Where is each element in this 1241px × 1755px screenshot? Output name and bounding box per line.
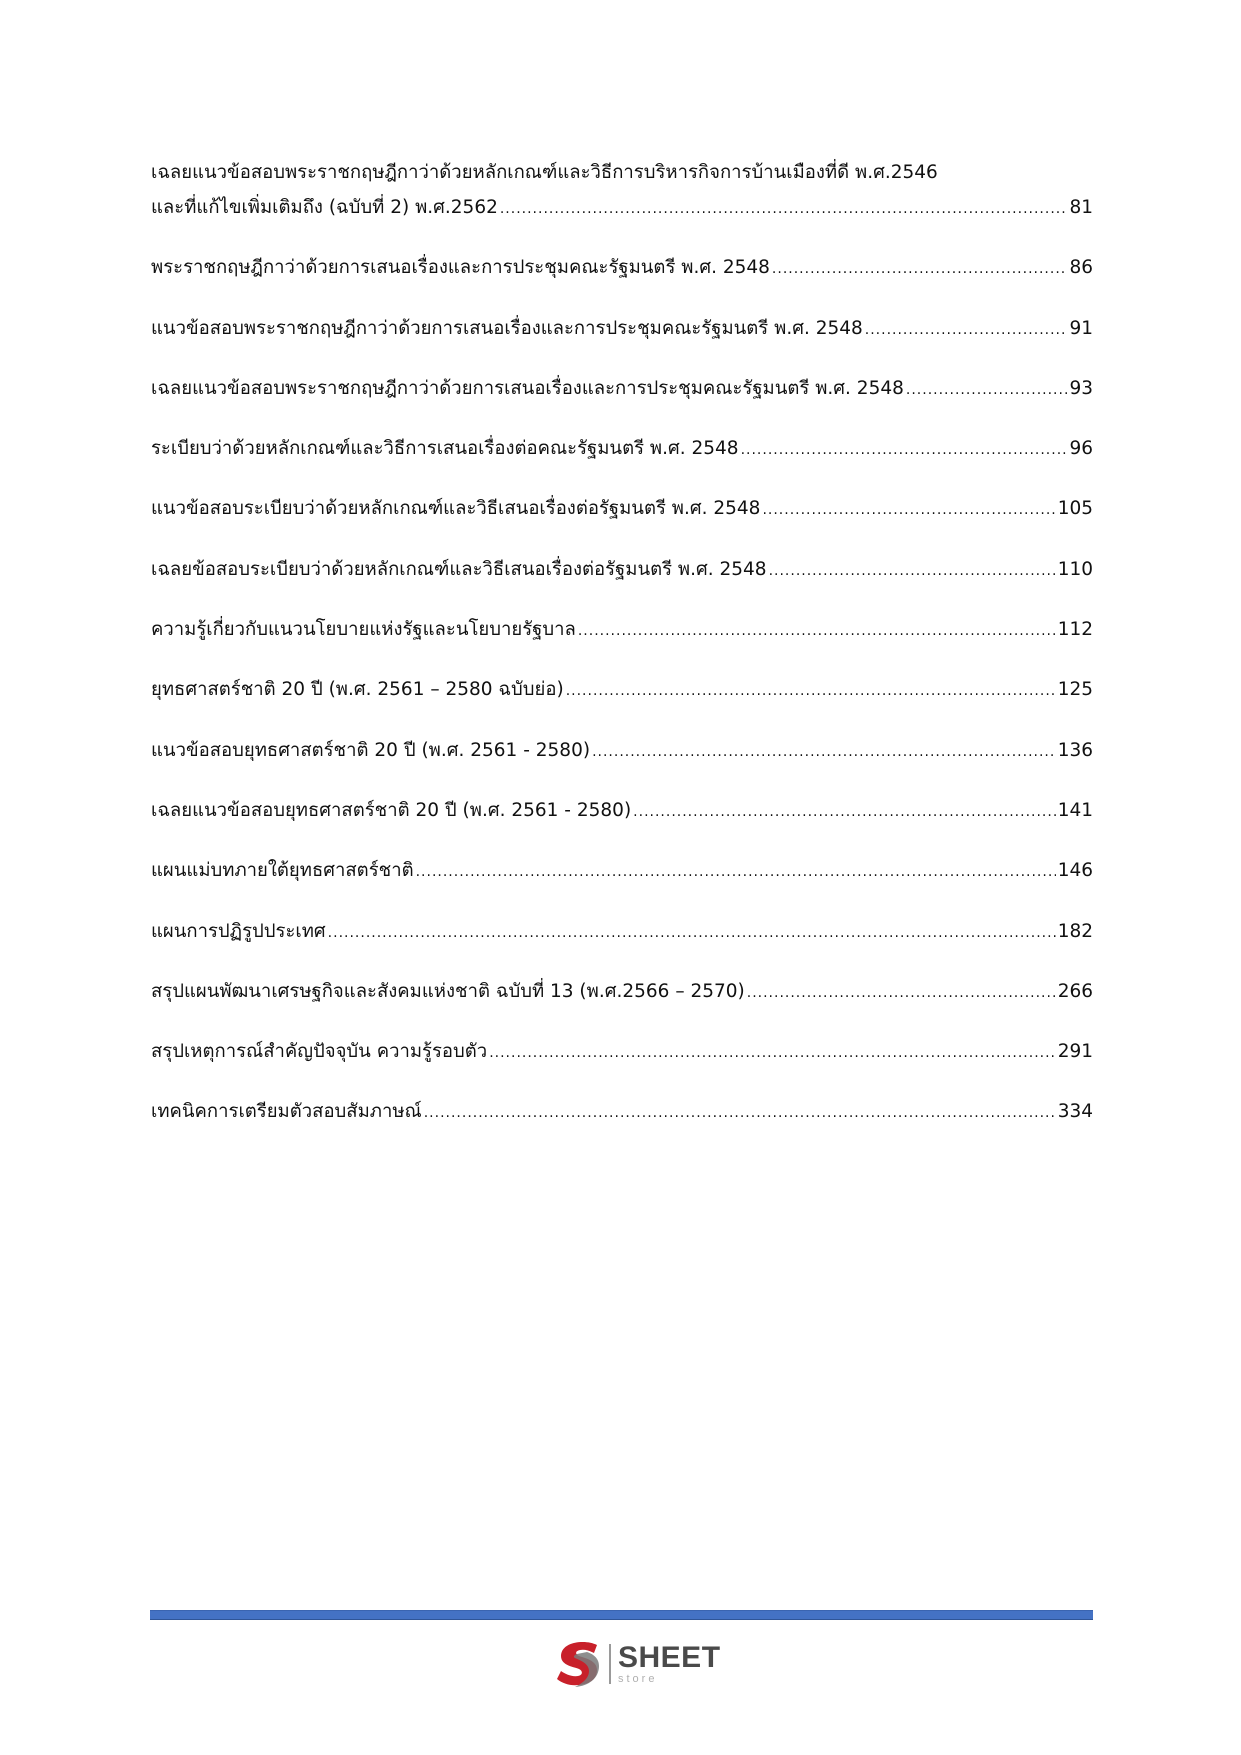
toc-entry[interactable] — [151, 979, 1093, 1004]
logo-sub: store — [618, 1673, 658, 1685]
toc-entry[interactable] — [151, 858, 1093, 883]
toc-entry-title: แนวข้อสอบระเบียบว่าด้วยหลักเกณฑ์และวิธีเสนอเรื่องต่อรัฐมนตรี พ.ศ. 2548 — [151, 498, 761, 520]
toc-entry-page: 334 — [1057, 1101, 1093, 1123]
dot-leader — [747, 982, 1056, 1004]
dot-leader — [328, 922, 1056, 944]
dot-leader — [578, 620, 1056, 642]
toc-entry-page: 110 — [1057, 558, 1093, 580]
toc-entry-title: ยุทธศาสตร์ชาติ 20 ปี (พ.ศ. 2561 – 2580 ฉบับย่อ) — [151, 679, 564, 701]
toc-entry[interactable] — [151, 677, 1093, 702]
toc-entry[interactable] — [151, 557, 1093, 582]
toc-entry-title: เฉลยแนวข้อสอบพระราชกฤษฎีกาว่าด้วยการเสนอเรื่องและการประชุมคณะรัฐมนตรี พ.ศ. 2548 — [151, 377, 904, 399]
toc-entry[interactable] — [151, 436, 1093, 461]
toc-entry[interactable] — [151, 316, 1093, 341]
toc-entry-page: 141 — [1057, 799, 1093, 821]
toc-entry-title: เฉลยข้อสอบระเบียบว่าด้วยหลักเกณฑ์และวิธีเสนอเรื่องต่อรัฐมนตรี พ.ศ. 2548 — [151, 558, 767, 580]
toc-entry[interactable] — [151, 617, 1093, 642]
dot-leader — [416, 861, 1056, 883]
logo-word: SHEET — [618, 1641, 721, 1674]
toc-entry-title: แผนการปฏิรูปประเทศ — [151, 920, 326, 942]
logo-wordmark — [618, 1643, 721, 1685]
table-of-contents — [151, 160, 1093, 1160]
toc-entry-title: ความรู้เกี่ยวกับแนวนโยบายแห่งรัฐและนโยบายรัฐบาล — [151, 619, 576, 641]
dot-leader — [424, 1102, 1056, 1124]
toc-entry-title: และที่แก้ไขเพิ่มเติมถึง (ฉบับที่ 2) พ.ศ.2562 — [151, 197, 498, 218]
dot-leader — [500, 198, 1068, 220]
toc-entry-page: 136 — [1057, 739, 1093, 761]
logo-divider — [609, 1644, 611, 1684]
dot-leader — [741, 439, 1068, 461]
toc-entry[interactable] — [151, 1039, 1093, 1064]
toc-entry-page: 125 — [1057, 679, 1093, 701]
toc-entry[interactable] — [151, 255, 1093, 280]
toc-entry-title: แนวข้อสอบยุทธศาสตร์ชาติ 20 ปี (พ.ศ. 2561 - 2580) — [151, 739, 591, 761]
dot-leader — [633, 801, 1056, 823]
toc-entry-title: แนวข้อสอบพระราชกฤษฎีกาว่าด้วยการเสนอเรื่องและการประชุมคณะรัฐมนตรี พ.ศ. 2548 — [151, 317, 863, 339]
toc-entry-page: 146 — [1057, 860, 1093, 882]
dot-leader — [769, 560, 1056, 582]
toc-entry[interactable] — [151, 160, 1093, 220]
sheet-store-logo — [553, 1636, 733, 1692]
toc-entry-page: 81 — [1069, 197, 1093, 218]
toc-entry[interactable] — [151, 919, 1093, 944]
toc-entry-page: 266 — [1057, 980, 1093, 1002]
toc-entry[interactable] — [151, 1099, 1093, 1124]
toc-entry-title: พระราชกฤษฎีกาว่าด้วยการเสนอเรื่องและการประชุมคณะรัฐมนตรี พ.ศ. 2548 — [151, 257, 770, 279]
toc-entry[interactable] — [151, 798, 1093, 823]
toc-entry-title: สรุปเหตุการณ์สำคัญปัจจุบัน ความรู้รอบตัว — [151, 1041, 488, 1063]
toc-entry-page: 91 — [1069, 317, 1093, 339]
toc-entry-title: เฉลยแนวข้อสอบยุทธศาสตร์ชาติ 20 ปี (พ.ศ. 2561 - 2580) — [151, 799, 632, 821]
dot-leader — [566, 680, 1056, 702]
toc-entry-page: 105 — [1057, 498, 1093, 520]
toc-entry-title: ระเบียบว่าด้วยหลักเกณฑ์และวิธีการเสนอเรื่องต่อคณะรัฐมนตรี พ.ศ. 2548 — [151, 438, 739, 460]
toc-entry[interactable] — [151, 496, 1093, 521]
sheet-store-s-logo-icon — [553, 1638, 603, 1690]
toc-entry[interactable] — [151, 738, 1093, 763]
dot-leader — [762, 499, 1055, 521]
toc-entry-title: แผนแม่บทภายใต้ยุทธศาสตร์ชาติ — [151, 860, 414, 882]
dot-leader — [489, 1042, 1056, 1064]
toc-entry-page: 96 — [1069, 438, 1093, 460]
dot-leader — [865, 319, 1068, 341]
toc-entry-title-line1: เฉลยแนวข้อสอบพระราชกฤษฎีกาว่าด้วยหลักเกณฑ์และวิธีการบริหารกิจการบ้านเมืองที่ดี พ.ศ.2546 — [151, 162, 938, 183]
dot-leader — [592, 741, 1056, 763]
footer-divider — [150, 1610, 1093, 1620]
toc-entry-page: 182 — [1057, 920, 1093, 942]
dot-leader — [906, 379, 1068, 401]
toc-entry-page: 86 — [1069, 257, 1093, 279]
dot-leader — [772, 258, 1068, 280]
toc-entry-page: 291 — [1057, 1041, 1093, 1063]
toc-entry-title: เทคนิคการเตรียมตัวสอบสัมภาษณ์ — [151, 1101, 422, 1123]
toc-entry[interactable] — [151, 376, 1093, 401]
toc-entry-page: 112 — [1057, 619, 1093, 641]
toc-entry-title: สรุปแผนพัฒนาเศรษฐกิจและสังคมแห่งชาติ ฉบับที่ 13 (พ.ศ.2566 – 2570) — [151, 980, 745, 1002]
toc-entry-page: 93 — [1069, 377, 1093, 399]
